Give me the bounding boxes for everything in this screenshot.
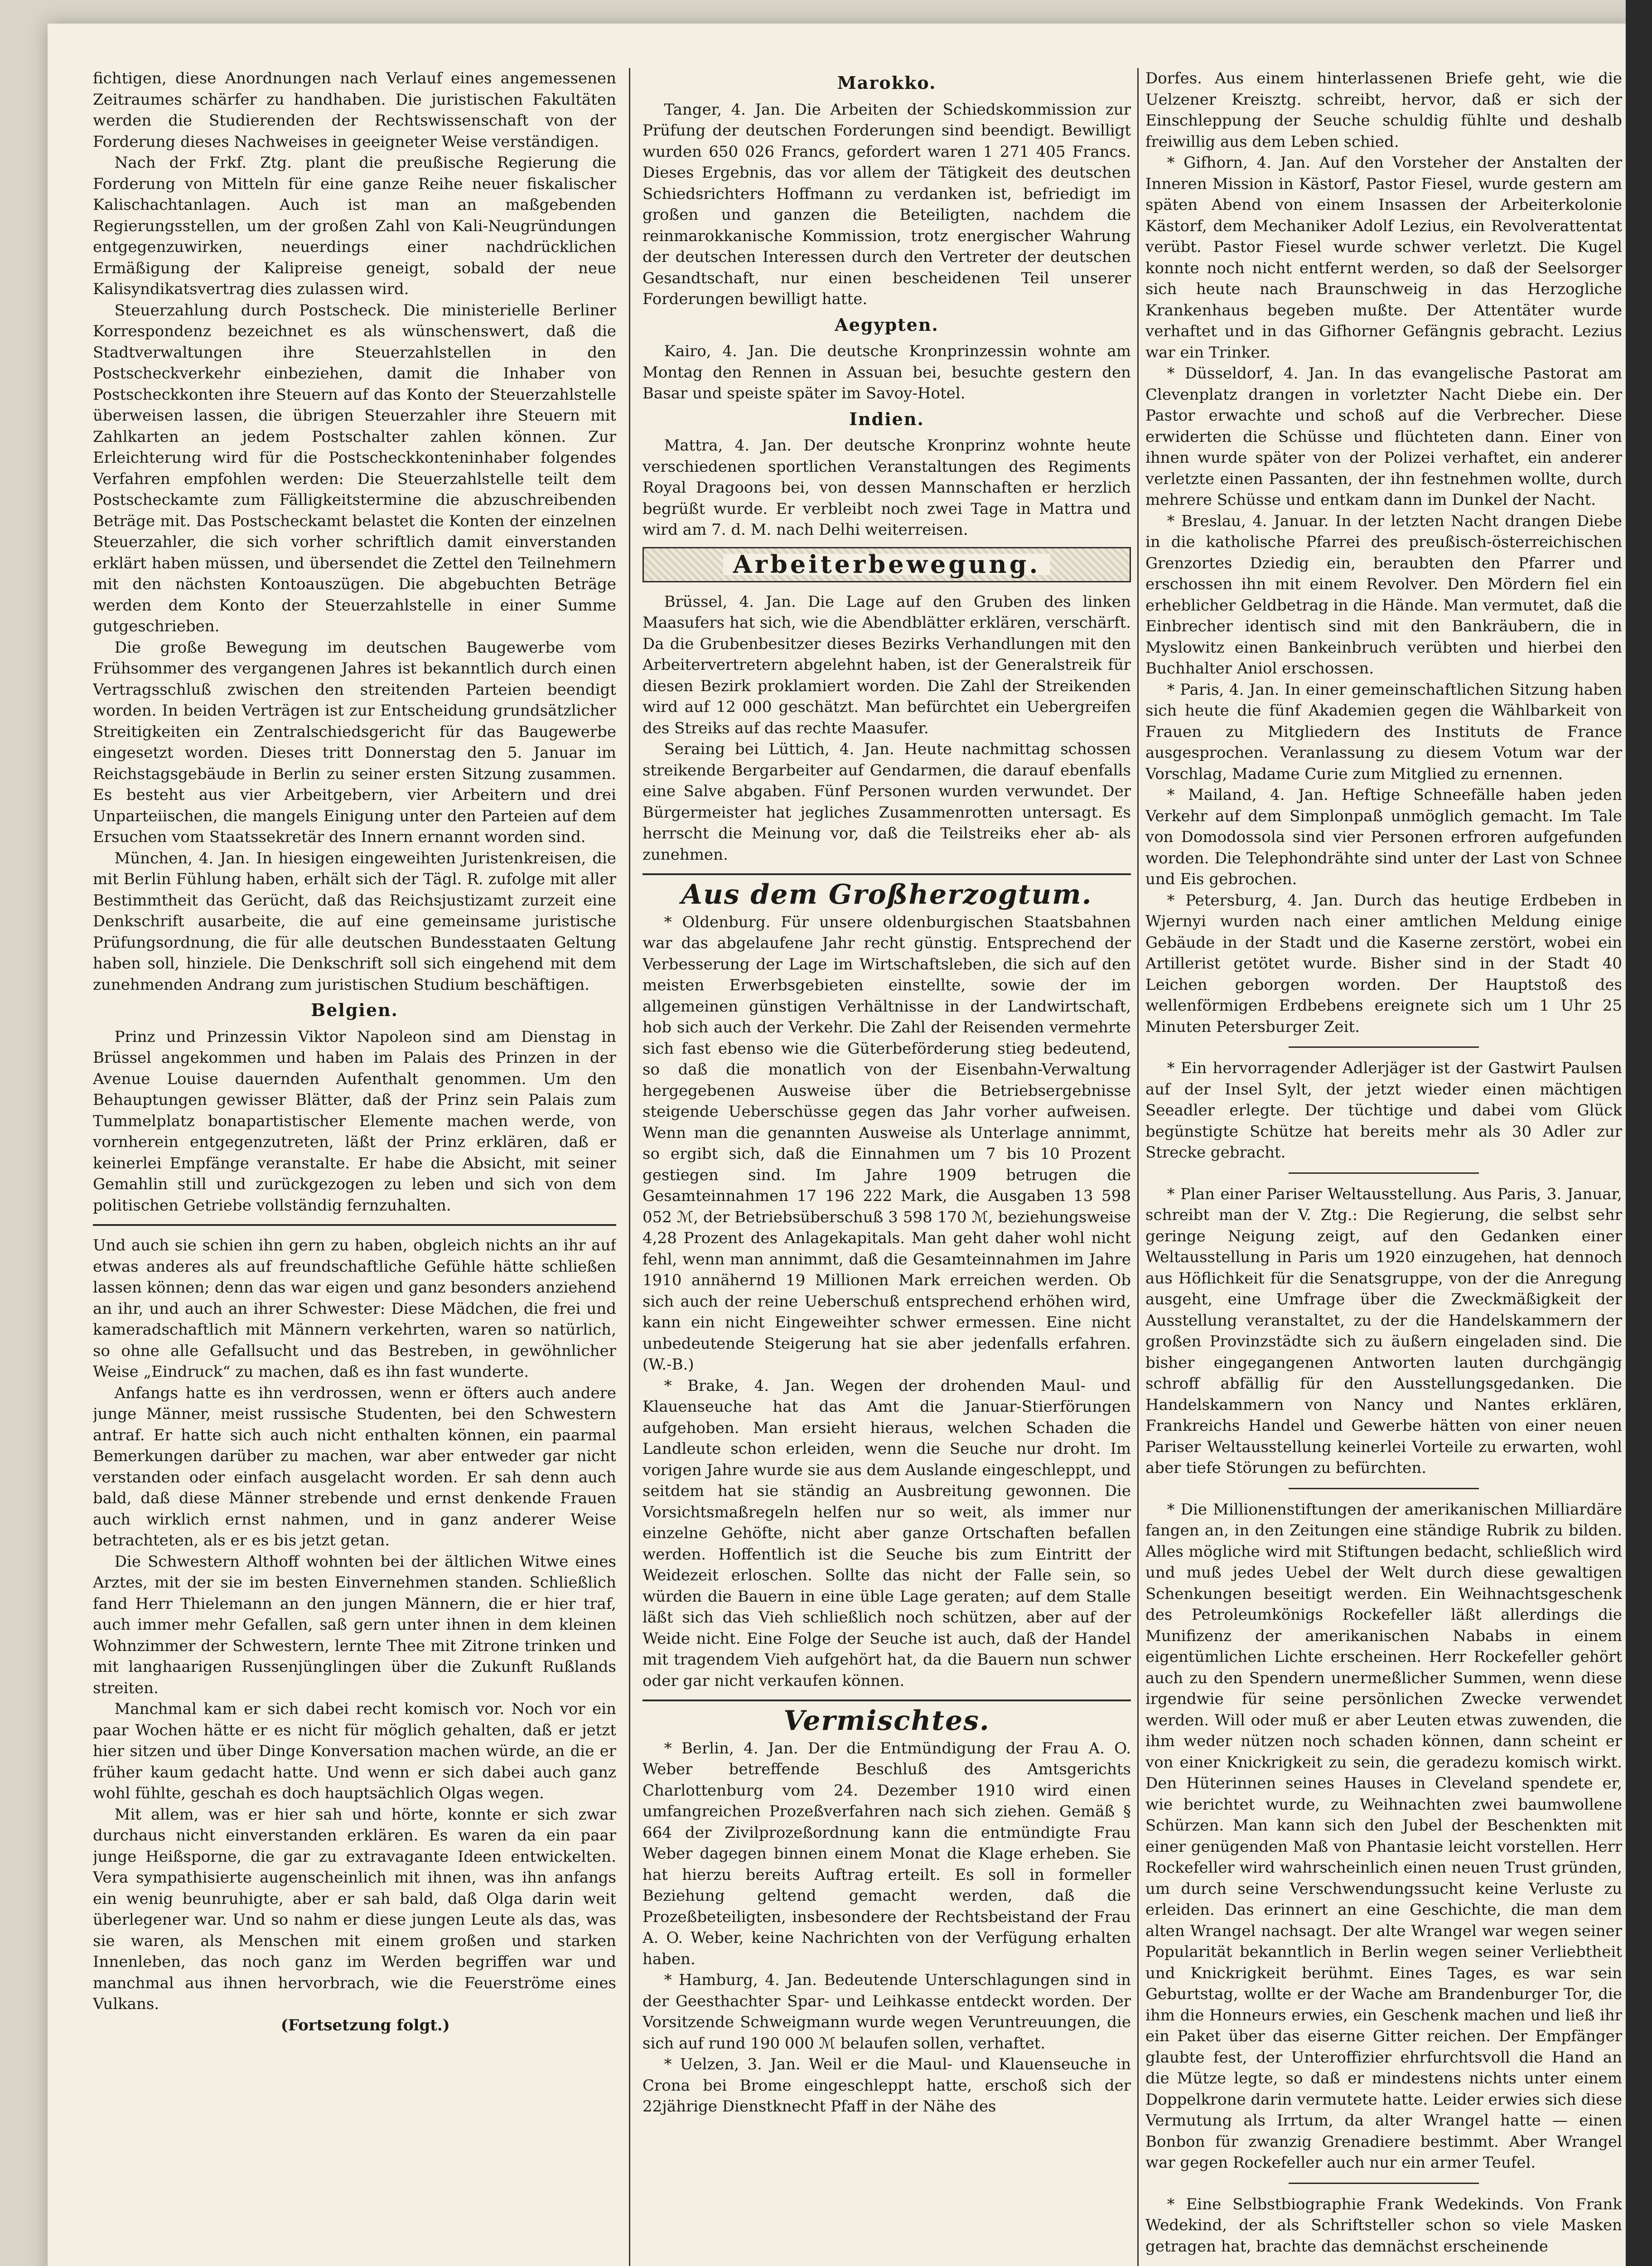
article-paragraph: Dorfes. Aus einem hinterlassenen Briefe geht, wie die Uelzener Kreisztg. schreibt, hervor, daß er sich der Einschleppung der Seuche schuldig fühlte und deshalb freiwillig aus dem Leben schied. xyxy=(1145,69,1622,151)
article-paragraph: * Ein hervorragender Adlerjäger ist der Gastwirt Paulsen auf der Insel Sylt, der jetzt wieder einen mächtigen Seeadler erlegte. Der tüchtige und dabei vom Glück begünstigte Schütze hat bereits mehr als 30 Adler zur Strecke gebracht. xyxy=(1145,1059,1622,1162)
column-2 xyxy=(642,68,1131,2266)
article-paragraph: Kairo, 4. Jan. Die deutsche Kronprinzessin wohnte am Montag den Rennen in Assuan bei, besuchte gestern den Basar und speiste später im Savoy-Hotel. xyxy=(642,342,1131,402)
item-divider xyxy=(1289,2183,1479,2184)
section-divider xyxy=(642,1700,1131,1701)
feuilleton-paragraph: Manchmal kam er sich dabei recht komisch vor. Noch vor ein paar Wochen hätte er es nicht für möglich gehalten, daß er jetzt hier sitzen und über Dinge Konversation machen würde, an die er früher kaum gedacht hatte. Und wenn er sich dabei auch ganz wohl fühlte, geschah es doch hauptsächlich Olgas wegen. xyxy=(93,1700,616,1802)
article-paragraph: * Breslau, 4. Januar. In der letzten Nacht drangen Diebe in die katholische Pfarrei des preußisch-österreichischen Grenzortes Dziedig ein, beraubten den Pfarrer und erschossen ihn mit einem Revolver. Den Mördern fiel ein erheblicher Geldbetrag in die Hände. Man vermutet, daß die Einbrecher identisch sind mit den Bankräubern, die in Myslowitz einen Bankeinbruch verübten und hierbei den Buchhalter Aniol erschossen. xyxy=(1145,512,1622,678)
column-rule-1 xyxy=(629,68,630,2266)
article-paragraph: Tanger, 4. Jan. Die Arbeiten der Schiedskommission zur Prüfung der deutschen Forderungen sind beendigt. Bewilligt wurden 650 026 Francs, gefordert waren 1 271 405 Francs. Dieses Ergebnis, das vor allem der Tätigkeit des deutschen Schiedsrichters Hoffmann zu verdanken ist, befriedigt im großen und ganzen die Beteiligten, nachdem die reinmarokkanische Kommission, trotz energischer Wahrung der deutschen Interessen durch den Vertreter der deutschen Gesandtschaft, nur einen bescheidenen Teil unserer Forderungen bewilligt hatte. xyxy=(642,100,1131,308)
article-paragraph: fichtigen, diese Anordnungen nach Verlauf eines angemessenen Zeitraumes schärfer zu handhaben. Die juristischen Fakultäten werden die Studierenden der Rechtswissenschaft von der Forderung dieses Nachweises in geeigneter Weise verständigen. xyxy=(93,69,616,151)
article-paragraph: Nach der Frkf. Ztg. plant die preußische Regierung die Forderung von Mitteln für eine ganze Reihe neuer fiskalischer Kalischachtanlagen. Auch ist man an maßgebenden Regierungsstellen, um der großen Zahl von Kali-Neugründungen entgegenzuwirken, neuerdings einer nachdrücklichen Ermäßigung der Kalipreise geneigt, sobald der neue Kalisyndikatsvertrag dies zulassen wird. xyxy=(93,154,616,298)
section-heading-grossherzogtum: Aus dem Großherzogtum. xyxy=(681,879,1092,910)
article-paragraph: * Die Millionenstiftungen der amerikanischen Milliardäre fangen an, in den Zeitungen eine ständige Rubrik zu bilden. Alles mögliche wird mit Stiftungen bedacht, schließlich wird und muß jedes Uebel der Welt durch diese gewaltigen Schenkungen beseitigt werden. Ein Weihnachtsgeschenk des Petroleumkönigs Rockefeller läßt allerdings die Munifizenz der amerikanischen Nababs in einem eigentümlichen Lichte erscheinen. Herr Rockefeller gehört auch zu den Spendern unermeßlicher Summen, wenn diese irgendwie für seine persönlichen Zwecke verwendet werden. Will oder muß er aber Leuten etwas zuwenden, die ihm weder nützen noch schaden können, dann scheint er von einer Knickrigkeit zu sein, die geradezu komisch wirkt. Den Hüterinnen seines Hauses in Cleveland spendete er, wie berichtet wurde, zu Weihnachten zwei baumwollene Schürzen. Man kann sich den Jubel der Beschenkten mit einer genügenden Maß von Phantasie leicht vorstellen. Herr Rockefeller wird wahrscheinlich einen neuen Trust gründen, um durch seine Verschwendungssucht keine Verluste zu erleiden. Das erinnert an eine Geschichte, die man dem alten Wrangel nachsagt. Der alte Wrangel war wegen seiner Popularität bekanntlich in Berlin wegen seiner Verliebtheit und Knickrigkeit berühmt. Eines Tages, es war sein Geburtstag, wollte er der Wache am Brandenburger Tor, die ihm die Honneurs erwies, ein Geschenk machen und ließ ihr ein Paket über das eiserne Gitter reichen. Der Empfänger glaubte fest, der Unteroffizier ehrfurchtsvoll die Hand an die Mütze legte, so daß er mindestens nichts unter einem Doppelkrone darin vermutete hatte. Leider erwies sich diese Vermutung als Irrtum, da alter Wrangel hatte — einen Bonbon für zwanzig Grenadiere bestimmt. Aber Wrangel war gegen Rockefeller auch nur ein armer Teufel. xyxy=(1145,1500,1622,2172)
item-divider xyxy=(1289,1172,1479,1174)
article-paragraph: Mattra, 4. Jan. Der deutsche Kronprinz wohnte heute verschiedenen sportlichen Veranstaltungen des Regiments Royal Dragoons bei, von dessen Mannschaften er herzlich begrüßt wurde. Er verbleibt noch zwei Tage in Mattra und wird am 7. d. M. nach Delhi weiterreisen. xyxy=(642,436,1131,539)
feuilleton-paragraph: Die Schwestern Althoff wohnten bei der ältlichen Witwe eines Arztes, mit der sie im besten Einvernehmen standen. Schließlich fand Herr Thielemann an den jungen Männern, die er hier traf, auch immer mehr Gefallen, saß gern unter ihnen in dem kleinen Wohnzimmer der Schwestern, lernte Thee mit Zitrone trinken und mit langhaarigen Russenjünglingen über die Zukunft Rußlands streiten. xyxy=(93,1552,616,1697)
section-heading-belgien: Belgien. xyxy=(311,1000,398,1020)
column-1 xyxy=(93,68,616,2266)
article-paragraph: * Uelzen, 3. Jan. Weil er die Maul- und Klauenseuche in Crona bei Brome eingeschleppt hatte, erschoß sich der 22jährige Dienstknecht Pfaff in der Nähe des xyxy=(642,2055,1131,2116)
feuilleton-paragraph: Mit allem, was er hier sah und hörte, konnte er sich zwar durchaus nicht einverstanden erklären. Es waren da ein paar junge Heißsporne, die gar zu extravagante Ideen entwickelten. Vera sympathisierte augenscheinlich mit ihnen, was ihn anfangs ein wenig beunruhigte, aber er sah bald, daß Olga darin weit überlegener war. Und so nahm er diese jungen Leute als das, was sie waren, als Menschen mit einem großen und starken Innenleben, das noch ganz im Werden begriffen war und manchmal aus ihnen hervorbrach, wie die Feuerströme eines Vulkans. xyxy=(93,1805,616,2013)
continuation-note: (Fortsetzung folgt.) xyxy=(280,2016,450,2034)
item-divider xyxy=(1289,1046,1479,1048)
article-paragraph: Die große Bewegung im deutschen Baugewerbe vom Frühsommer des vergangenen Jahres ist bekanntlich durch einen Vertragsschluß zwischen den streitenden Parteien beendigt worden. In beiden Verträgen ist zur Entscheidung grundsätzlicher Streitigkeiten ein Zentralschiedsgericht für das Baugewerbe eingesetzt worden. Dieses tritt Donnerstag den 5. Januar im Reichstagsgebäude in Berlin zu seiner ersten Sitzung zusammen. Es besteht aus vier Arbeitgebern, vier Arbeitern und drei Unparteiischen, die mangels Einigung unter den Parteien auf dem Ersuchen vom Staatssekretär des Innern ernannt worden sind. xyxy=(93,638,616,846)
article-paragraph: * Petersburg, 4. Jan. Durch das heutige Erdbeben in Wjernyi wurden nach einer amtlichen Meldung einige Gebäude in der Stadt und die Kaserne zerstört, wobei ein Artillerist getötet wurde. Bisher sind in der Stadt 40 Leichen geborgen worden. Der Hauptstoß des wellenförmigen Erdbebens ereignete sich um 1 Uhr 25 Minuten Petersburger Zeit. xyxy=(1145,891,1622,1036)
scan-edge xyxy=(1626,0,1652,2266)
article-paragraph: Prinz und Prinzessin Viktor Napoleon sind am Dienstag in Brüssel angekommen und haben im Palais des Prinzen in der Avenue Louise dauernden Aufenthalt genommen. Um den Behauptungen gewisser Blätter, daß der Prinz sein Palais zum Tummelplatz bonapartistischer Elemente machen werde, von vornherein entgegenzutreten, läßt der Prinz erklären, daß er keinerlei Empfänge veranstalte. Er habe die Absicht, mit seiner Gemahlin still und zurückgezogen zu leben und sich von dem politischen Getriebe vollständig fernzuhalten. xyxy=(93,1027,616,1215)
article-paragraph: * Plan einer Pariser Weltausstellung. Aus Paris, 3. Januar, schreibt man der V. Ztg.: Die Regierung, die selbst sehr geringe Neigung zeigt, auf den Gedanken einer Weltausstellung in Paris um 1920 einzugehen, hat dennoch aus Höflichkeit für die Senatsgruppe, von der die Anregung ausgeht, eine Umfrage über die Zweckmäßigkeit der Ausstellung veranstaltet, zu der die Handelskammern der großen Provinzstädte sich zu äußern eingeladen sind. Die bisher eingegangenen Antworten lauten durchgängig schroff abfällig für den Ausstellungsgedanken. Die Handelskammern von Nancy und Nantes erklären, Frankreichs Handel und Gewerbe hätten von einer neuen Pariser Weltausstellung keinerlei Vorteile zu erwarten, wohl aber tiefe Störungen zu befürchten. xyxy=(1145,1185,1622,1477)
section-banner-arbeiterbewegung xyxy=(642,547,1131,582)
article-paragraph: Seraing bei Lüttich, 4. Jan. Heute nachmittag schossen streikende Bergarbeiter auf Gendarmen, die darauf ebenfalls eine Salve abgaben. Fünf Personen wurden verwundet. Der Bürgermeister hat jegliches Zusammenrotten untersagt. Es herrscht die Meinung vor, daß die Teilstreiks eher ab- als zunehmen. xyxy=(642,740,1131,864)
article-paragraph: * Mailand, 4. Jan. Heftige Schneefälle haben jeden Verkehr auf dem Simplonpaß unmöglich gemacht. Im Tale von Domodossola sind vier Personen erfroren aufgefunden worden. Die Telephondrähte sind unter der Last von Schnee und Eis gebrochen. xyxy=(1145,786,1622,888)
article-paragraph: * Oldenburg. Für unsere oldenburgischen Staatsbahnen war das abgelaufene Jahr recht günstig. Entsprechend der Verbesserung der Lage im Wirtschaftsleben, die sich auf den meisten Erwerbsgebieten einstellte, sowie der im allgemeinen günstigen Verhältnisse in der Landwirtschaft, hob sich auch der Verkehr. Die Zahl der Reisenden vermehrte sich fast ebenso wie die Güterbeförderung stieg bedeutend, so daß die monatlich von der Eisenbahn-Verwaltung hergegebenen Ausweise über die Betriebsergebnisse steigende Ueberschüsse gegen das Jahr vorher aufweisen. Wenn man die genannten Ausweise als Unterlage annimmt, so ergibt sich, daß die Einnahmen um 7 bis 10 Prozent gestiegen sind. Im Jahre 1909 betrugen die Gesamteinnahmen 17 196 222 Mark, die Ausgaben 13 598 052 ℳ, der Betriebsüberschuß 3 598 170 ℳ, beziehungsweise 4,28 Prozent des Anlagekapitals. Man geht daher wohl nicht fehl, wenn man annimmt, daß die Gesamteinnahmen im Jahre 1910 annähernd 19 Millionen Mark erreichen werden. Ob sich auch der reine Ueberschuß entsprechend erhöhen wird, kann ein nicht Eingeweihter schwer ermessen. Eine nicht unbedeutende Steigerung hat sie aber jedenfalls erfahren. (W.-B.) xyxy=(642,913,1131,1374)
section-heading-marokko: Marokko. xyxy=(837,73,937,93)
feuilleton-paragraph: Und auch sie schien ihn gern zu haben, obgleich nichts an ihr auf etwas anderes als auf freundschaftliche Gefühle hätte schließen lassen können; denn das war eigen und ganz besonders anziehend an ihr, und auch an ihrer Schwester: Diese Mädchen, die frei und kameradschaftlich mit Männern verkehrten, waren so natürlich, so ohne alle Gefallsucht und das Bestreben, in gewöhnlicher Weise „Eindruck“ zu machen, daß es ihn fast wunderte. xyxy=(93,1236,616,1381)
section-heading-aegypten: Aegypten. xyxy=(835,314,939,335)
column-3 xyxy=(1145,68,1622,2266)
banner-title: Arbeiterbewegung. xyxy=(723,554,1051,575)
article-paragraph: * Brake, 4. Jan. Wegen der drohenden Maul- und Klauenseuche hat das Amt die Januar-Stierförungen aufgehoben. Man ersieht hieraus, welchen Schaden die Landleute schon erleiden, wenn die Seuche nur droht. Im vorigen Jahre wurde sie aus dem Auslande eingeschleppt, und seitdem hat sie ständig an Ausbreitung gewonnen. Die Vorsichtsmaßregeln helfen nur so weit, als immer nur einzelne Gehöfte, nicht aber ganze Ortschaften befallen werden. Hoffentlich ist die Seuche bis zum Eintritt der Weidezeit erloschen. Sollte das nicht der Falle sein, so würden die Bauern in eine üble Lage geraten; auf dem Stalle läßt sich das Vieh schließlich noch schützen, aber auf der Weide nicht. Eine Folge der Seuche ist auch, daß der Handel mit tragendem Vieh aufgehört hat, da die Bauern nun schwer oder gar nicht verkaufen können. xyxy=(642,1376,1131,1690)
article-paragraph: * Eine Selbstbiographie Frank Wedekinds. Von Frank Wedekind, der als Schriftsteller schon so viele Masken getragen hat, brachte das demnächst erscheinende xyxy=(1145,2195,1622,2256)
column-rule-2 xyxy=(1137,68,1139,2266)
article-paragraph: * Paris, 4. Jan. In einer gemeinschaftlichen Sitzung haben sich heute die fünf Akademien gegen die Wählbarkeit von Frauen zu Mitgliedern des Instituts de France ausgesprochen. Veranlassung zu diesem Votum war der Vorschlag, Madame Curie zum Mitglied zu ernennen. xyxy=(1145,680,1622,783)
article-paragraph: * Düsseldorf, 4. Jan. In das evangelische Pastorat am Clevenplatz drangen in vorletzter Nacht Diebe ein. Der Pastor erwachte und schoß auf die Verbrecher. Diese erwiderten die Schüsse und flüchteten dann. Einer von ihnen wurde später von der Polizei verhaftet, ein anderer verletzte einen Passanten, der ihn festnehmen wollte, durch mehrere Schüsse und entkam dann im Dunkel der Nacht. xyxy=(1145,364,1622,509)
article-paragraph: Steuerzahlung durch Postscheck. Die ministerielle Berliner Korrespondenz bezeichnet es als wünschenswert, daß die Stadtverwaltungen ihre Steuerzahlstellen in den Postscheckverkehr einbeziehen, damit die Inhaber von Postscheckkonten ihre Steuern auf das Konto der Steuerzahlstelle überweisen lassen, die übrigen Steuerzahler ihre Steuern mit Zahlkarten an jedem Postschalter zahlen können. Zur Erleichterung wird für die Postscheckkonteninhaber folgendes Verfahren empfohlen werden: Die Steuerzahlstelle teilt dem Postscheckamte zum Fälligkeitstermine die abzuschreibenden Beträge mit. Das Postscheckamt belastet die Konten der einzelnen Steuerzahler, die sich vorher schriftlich damit einverstanden erklärt haben müssen, und übersendet die Zettel den Teilnehmern mit den nächsten Kontoauszügen. Die abgebuchten Beträge werden dem Konto der Steuerzahlstelle in einer Summe gutgeschrieben. xyxy=(93,301,616,635)
article-paragraph: * Gifhorn, 4. Jan. Auf den Vorsteher der Anstalten der Inneren Mission in Kästorf, Pastor Fiesel, wurde gestern am späten Abend von einem Insassen der Arbeiterkolonie Kästorf, dem Mechaniker Adolf Lezius, ein Revolverattentat verübt. Pastor Fiesel wurde schwer verletzt. Die Kugel konnte noch nicht entfernt werden, so daß der Seelsorger sich heute nach Braunschweig in das Herzogliche Krankenhaus begeben mußte. Der Attentäter wurde verhaftet und in das Gifhorner Gefängnis gebracht. Lezius war ein Trinker. xyxy=(1145,154,1622,362)
article-paragraph: * Hamburg, 4. Jan. Bedeutende Unterschlagungen sind in der Geesthachter Spar- und Leihkasse entdeckt worden. Der Vorsitzende Schweigmann wurde wegen Veruntreuungen, die sich auf rund 190 000 ℳ belaufen sollen, verhaftet. xyxy=(642,1971,1131,2053)
article-paragraph: * Berlin, 4. Jan. Der die Entmündigung der Frau A. O. Weber betreffende Beschluß des Amtsgerichts Charlottenburg vom 24. Dezember 1910 wird einen umfangreichen Prozeßverfahren nach sich ziehen. Gemäß § 664 der Zivilprozeßordnung kann die entmündigte Frau Weber dagegen binnen einem Monat die Klage erheben. Sie hat hierzu bereits Auftrag erteilt. Es soll in formeller Beziehung geltend gemacht werden, daß die Prozeßbeteiligten, insbesondere der Rechtsbeistand der Frau A. O. Weber, keine Nachrichten von der Verfügung erhalten haben. xyxy=(642,1739,1131,1968)
section-heading-vermischtes: Vermischtes. xyxy=(783,1705,990,1737)
item-divider xyxy=(1289,1488,1479,1489)
article-paragraph: Brüssel, 4. Jan. Die Lage auf den Gruben des linken Maasufers hat sich, wie die Abendblätter erklären, verschärft. Da die Grubenbesitzer dieses Bezirks Verhandlungen mit den Arbeitervertretern abgelehnt haben, ist der Generalstreik für diesen Bezirk proklamiert worden. Die Zahl der Streikenden wird auf 12 000 geschätzt. Man befürchtet ein Uebergreifen des Streiks auf das rechte Maasufer. xyxy=(642,592,1131,737)
feuilleton-divider xyxy=(93,1224,616,1226)
feuilleton-paragraph: Anfangs hatte es ihn verdrossen, wenn er öfters auch andere junge Männer, meist russische Studenten, bei den Schwestern antraf. Er hatte sich auch nicht enthalten können, ein paarmal Bemerkungen darüber zu machen, war aber entweder gar nicht verstanden oder einfach ausgelacht worden. Er sah denn auch bald, daß diese Männer strebende und ernst denkende Frauen auch wirklich ernst nahmen, und in ganz anderer Weise betrachteten, als er es bis jetzt getan. xyxy=(93,1384,616,1549)
article-paragraph: München, 4. Jan. In hiesigen eingeweihten Juristenkreisen, die mit Berlin Fühlung haben, erhält sich der Tägl. R. zufolge mit aller Bestimmtheit das Gerücht, daß das Reichsjustizamt zurzeit eine Denkschrift ausarbeite, die auf eine gemeinsame juristische Prüfungsordnung, die für alle deutschen Bundesstaaten Geltung haben soll, hinziele. Die Denkschrift soll sich eingehend mit dem zunehmenden Andrang zum juristischen Studium beschäftigen. xyxy=(93,849,616,994)
section-heading-indien: Indien. xyxy=(849,408,924,429)
section-divider xyxy=(642,873,1131,875)
